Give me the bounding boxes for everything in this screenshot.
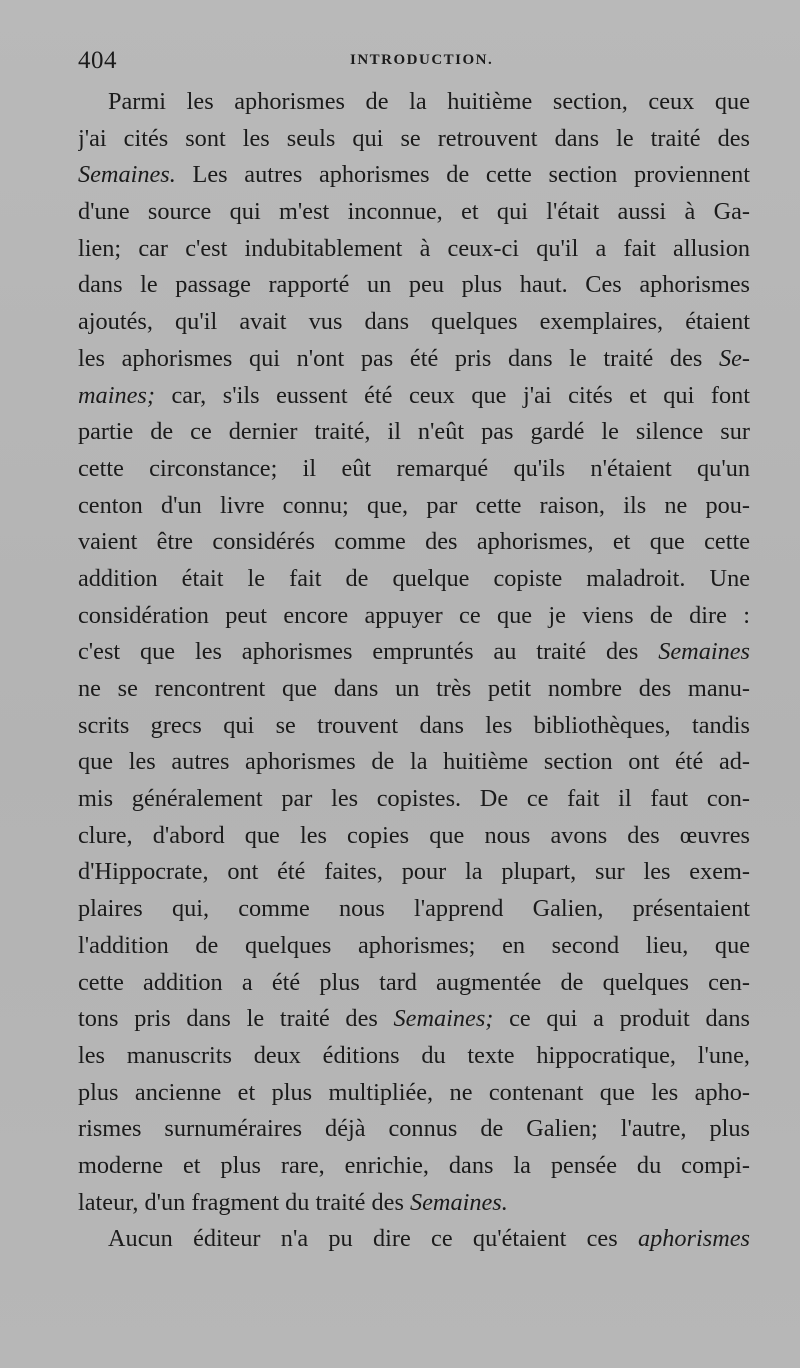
text-segment: clure, d'abord que les copies que nous avons des œuvres: [78, 821, 750, 849]
text-line: [78, 488, 750, 525]
text-line: [78, 854, 750, 891]
body-text: [78, 84, 750, 1258]
text-line: [78, 891, 750, 928]
text-segment: ajoutés, qu'il avait vus dans quelques exemplaires, étaient: [78, 308, 750, 336]
text-line: [78, 84, 750, 121]
text-segment: lien; car c'est indubitablement à ceux-ci qu'il a fait allusion: [78, 234, 750, 262]
text-line: [78, 671, 750, 708]
italic-text: Semaines.: [78, 161, 176, 189]
text-line: [78, 194, 750, 231]
text-line: [78, 818, 750, 855]
text-segment: mis généralement par les copistes. De ce fait il faut con-: [78, 785, 750, 813]
text-line: [78, 231, 750, 268]
text-line: [78, 965, 750, 1002]
text-segment: addition était le fait de quelque copiste maladroit. Une: [78, 564, 750, 592]
running-title: INTRODUCTION.: [350, 52, 494, 68]
text-line: [78, 157, 750, 194]
text-segment: plus ancienne et plus multipliée, ne contenant que les apho-: [78, 1078, 750, 1106]
italic-text: Semaines.: [409, 1188, 508, 1216]
text-segment: d'Hippocrate, ont été faites, pour la plupart, sur les exem-: [78, 858, 750, 886]
text-segment: rismes surnuméraires déjà connus de Galien; l'autre, plus: [78, 1115, 750, 1143]
text-line: [78, 1038, 750, 1075]
text-segment: centon d'un livre connu; que, par cette raison, ils ne pou-: [78, 491, 750, 519]
text-segment: l'addition de quelques aphorismes; en second lieu, que: [78, 931, 750, 959]
text-segment: Parmi les aphorismes de la huitième section, ceux que: [108, 88, 750, 115]
text-segment: scrits grecs qui se trouvent dans les bibliothèques, tandis: [78, 711, 750, 739]
text-line: [78, 634, 750, 671]
text-line: [78, 524, 750, 561]
text-segment: les manuscrits deux éditions du texte hippocratique, l'une,: [78, 1041, 750, 1069]
text-segment: car, s'ils eussent été ceux que j'ai cités et qui font: [154, 381, 750, 409]
text-segment: cette circonstance; il eût remarqué qu'ils n'étaient qu'un: [78, 454, 750, 482]
text-segment: c'est que les aphorismes empruntés au traité des: [78, 638, 659, 666]
italic-text: aphorismes: [637, 1225, 750, 1253]
text-segment: vaient être considérés comme des aphorismes, et que cette: [78, 528, 750, 556]
italic-text: Se-: [718, 344, 750, 372]
text-line: [78, 414, 750, 451]
text-line: [78, 1111, 750, 1148]
page-number: 404: [78, 47, 117, 74]
text-line: [78, 267, 750, 304]
page-header: [78, 44, 750, 78]
text-line: [78, 378, 750, 415]
text-line: [78, 1221, 750, 1258]
text-line: [78, 1148, 750, 1185]
text-segment: que les autres aphorismes de la huitième section ont été ad-: [78, 748, 750, 776]
text-segment: considération peut encore appuyer ce que je viens de dire :: [78, 601, 750, 629]
text-line: [78, 744, 750, 781]
text-line: [78, 598, 750, 635]
text-line: [78, 451, 750, 488]
text-line: [78, 304, 750, 341]
text-line: [78, 341, 750, 378]
text-segment: d'une source qui m'est inconnue, et qui l'était aussi à Ga-: [78, 198, 750, 226]
italic-text: Semaines;: [393, 1005, 494, 1033]
text-segment: Aucun éditeur n'a pu dire ce qu'étaient ces: [108, 1225, 638, 1253]
text-segment: cette addition a été plus tard augmentée de quelques cen-: [78, 968, 750, 996]
text-segment: moderne et plus rare, enrichie, dans la pensée du compi-: [78, 1151, 750, 1179]
text-segment: lateur, d'un fragment du traité des: [78, 1188, 410, 1216]
text-line: [78, 1001, 750, 1038]
text-segment: j'ai cités sont les seuls qui se retrouvent dans le traité des: [78, 124, 750, 152]
text-segment: Les autres aphorismes de cette section proviennent: [175, 161, 750, 189]
text-line: [78, 1075, 750, 1112]
text-line: [78, 781, 750, 818]
text-segment: partie de ce dernier traité, il n'eût pas gardé le silence sur: [78, 418, 750, 446]
text-segment: les aphorismes qui n'ont pas été pris dans le traité des: [78, 344, 719, 372]
text-line: [78, 561, 750, 598]
text-line: [78, 1185, 750, 1222]
text-segment: tons pris dans le traité des: [78, 1005, 394, 1033]
text-segment: plaires qui, comme nous l'apprend Galien, présentaient: [78, 895, 750, 923]
italic-text: maines;: [78, 381, 155, 409]
text-line: [78, 928, 750, 965]
text-line: [78, 121, 750, 158]
text-line: [78, 708, 750, 745]
text-segment: ce qui a produit dans: [493, 1005, 750, 1033]
italic-text: Semaines: [658, 638, 750, 666]
text-segment: ne se rencontrent que dans un très petit nombre des manu-: [78, 675, 750, 702]
text-segment: dans le passage rapporté un peu plus haut. Ces aphorismes: [78, 271, 750, 299]
